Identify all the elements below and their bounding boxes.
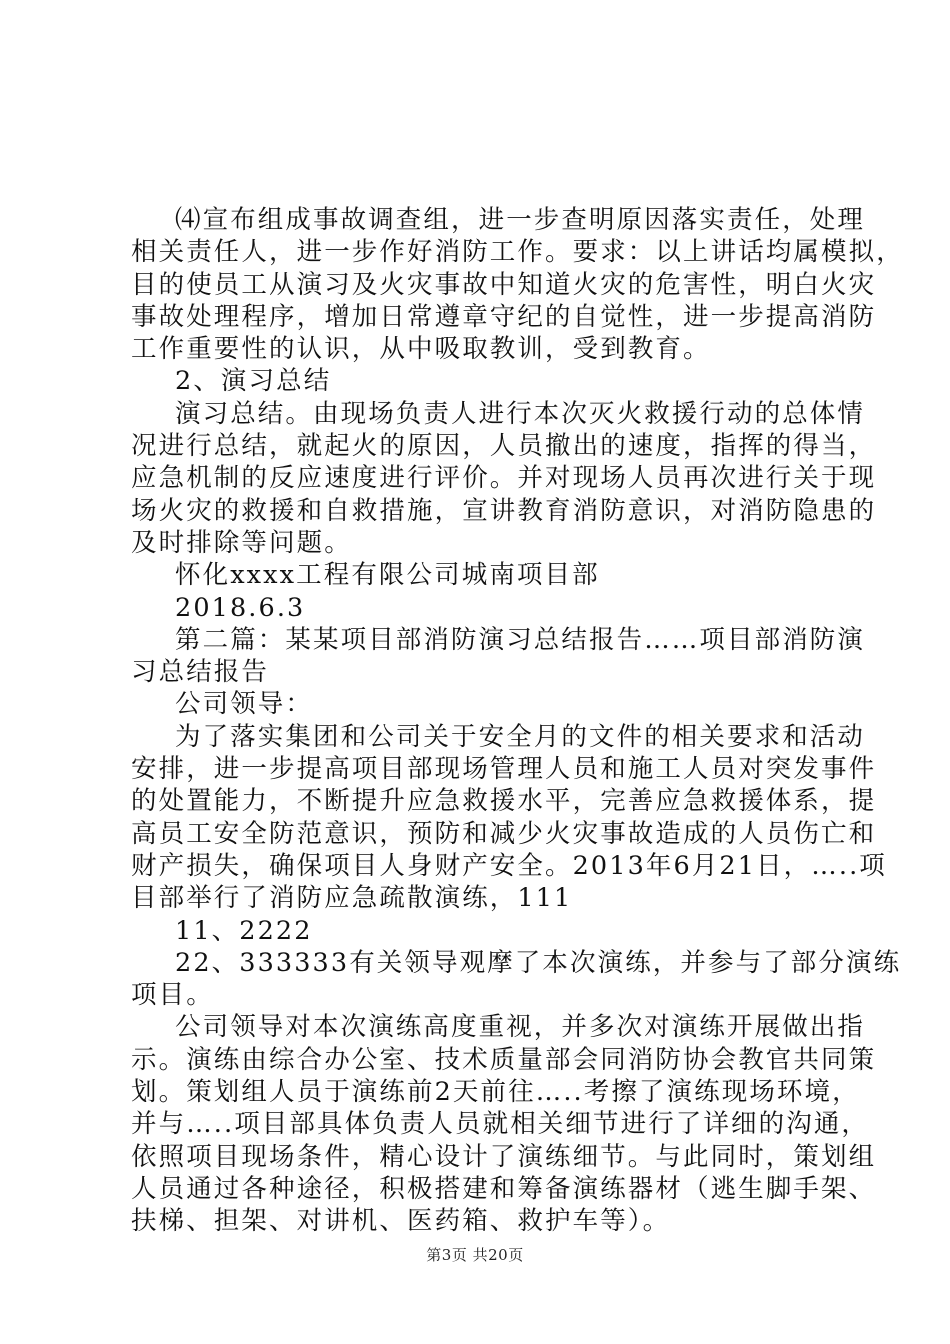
text-line: 项目。	[131, 980, 214, 1011]
text-line: ⑷宣布组成事故调查组，进一步查明原因落实责任，处理	[175, 205, 866, 235]
text-line: 22、333333有关领导观摩了本次演练，并参与了部分演练	[175, 947, 902, 978]
text-line: 怀化xxxx工程有限公司城南项目部	[175, 560, 600, 591]
text-line: 高员工安全防范意识，预防和减少火灾事故造成的人员伤亡和	[131, 818, 877, 849]
text-line: 目部举行了消防应急疏散演练，111	[131, 883, 573, 914]
text-line: 第二篇：某某项目部消防演习总结报告……项目部消防演	[175, 624, 866, 655]
text-line: 相关责任人，进一步作好消防工作。要求：以上讲话均属模拟，	[131, 237, 904, 268]
text-line: 2、演习总结	[175, 366, 332, 397]
text-line: 为了落实集团和公司关于安全月的文件的相关要求和活动	[175, 721, 866, 752]
text-line: 依照项目现场条件，精心设计了演练细节。与此同时，策划组	[131, 1141, 877, 1172]
page-footer: 第3页 共20页	[426, 1246, 524, 1264]
text-line: 事故处理程序，增加日常遵章守纪的自觉性，进一步提高消防	[131, 301, 877, 332]
text-line: 场火灾的救援和自救措施，宣讲教育消防意识，对消防隐患的	[131, 495, 877, 526]
text-line: 应急机制的反应速度进行评价。并对现场人员再次进行关于现	[131, 463, 877, 494]
text-line: 示。演练由综合办公室、技术质量部会同消防协会教官共同策	[131, 1044, 877, 1075]
text-line: 公司领导：	[175, 689, 314, 720]
document-body	[131, 204, 904, 1238]
text-line: 人员通过各种途径，积极搭建和筹备演练器材（逃生脚手架、	[131, 1173, 877, 1204]
text-line: 11、2222	[175, 915, 313, 946]
text-line: 目的使员工从演习及火灾事故中知道火灾的危害性，明白火灾	[131, 269, 877, 300]
text-line: 扶梯、担架、对讲机、医药箱、救护车等）。	[131, 1206, 671, 1237]
text-line: 习总结报告	[131, 657, 270, 688]
text-line: 2018.6.3	[175, 592, 306, 623]
text-line: 工作重要性的认识，从中吸取教训，受到教育。	[131, 334, 711, 365]
text-line: 况进行总结，就起火的原因，人员撤出的速度，指挥的得当，	[131, 431, 877, 462]
text-line: 及时排除等问题。	[131, 527, 352, 558]
text-line: 公司领导对本次演练高度重视，并多次对演练开展做出指	[175, 1012, 866, 1043]
text-line: 演习总结。由现场负责人进行本次灭火救援行动的总体情	[175, 398, 866, 429]
text-line: 并与…..项目部具体负责人员就相关细节进行了详细的沟通，	[131, 1109, 870, 1140]
text-line: 安排，进一步提高项目部现场管理人员和施工人员对突发事件	[131, 754, 877, 785]
text-line: 的处置能力，不断提升应急救援水平，完善应急救援体系，提	[131, 786, 877, 817]
text-line: 划。策划组人员于演练前2天前往…..考擦了演练现场环境，	[131, 1077, 860, 1108]
text-line: 财产损失，确保项目人身财产安全。2013年6月21日，…..项	[131, 850, 887, 881]
